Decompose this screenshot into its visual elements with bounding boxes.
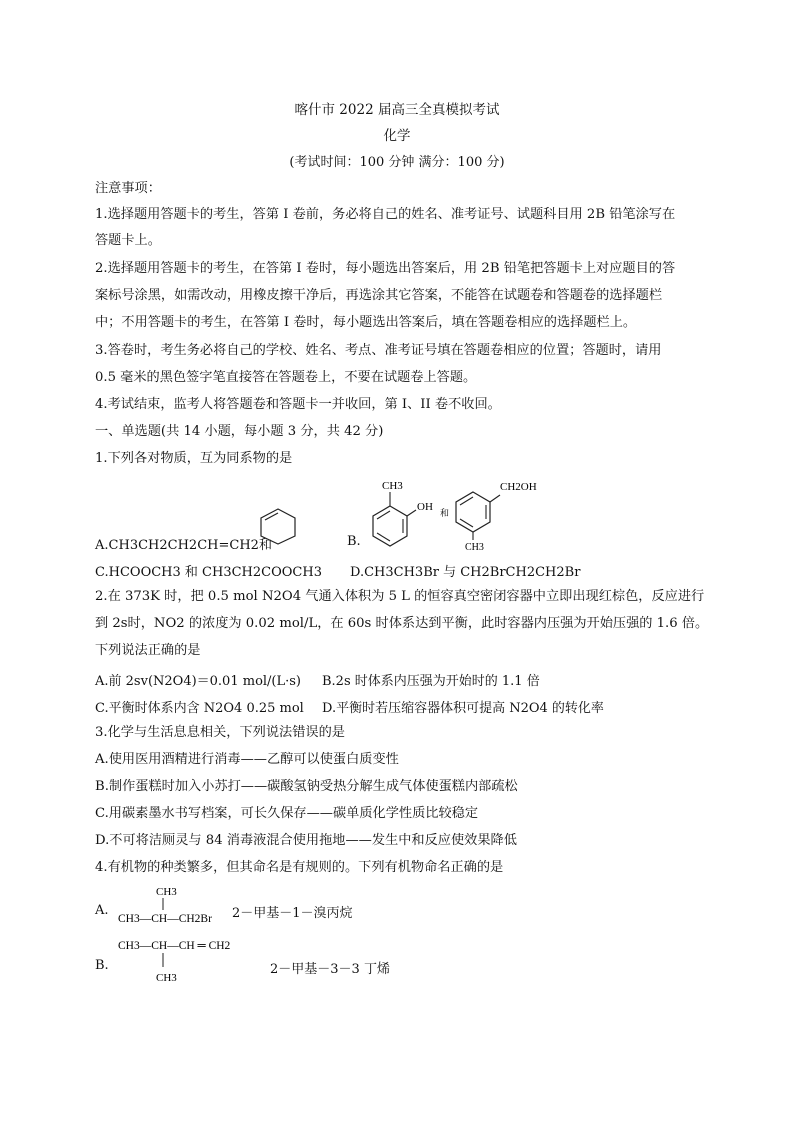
question-2-line-2: 到 2s时，NO2 的浓度为 0.02 mol/L，在 60s 时体系达到平衡，此时容器内压强为开始压强的 1.6 倍。 [95,616,709,631]
q1-option-b-label: B. [347,534,361,549]
q2-option-b: B.2s 时体系内压强为开始时的 1.1 倍 [322,674,540,689]
benzyl-ch2oh-label: CH2OH [500,481,537,493]
question-2-line-1: 2.在 373K 时，把 0.5 mol N2O4 气通入体积为 5 L 的恒容真空密闭容器中立即出现红棕色，反应进行 [95,589,705,604]
q1-option-c-text: HCOOCH3 和 CH3CH2COOCH3 [108,565,322,580]
note-1-line-2: 答题卡上。 [95,233,161,248]
q4-option-b-label: B. [95,958,109,973]
section-heading: 一、单选题(共 14 小题，每小题 3 分，共 42 分) [95,424,384,439]
q4-b-branch-ch3: CH3 [156,972,177,984]
q3-option-b: B.制作蛋糕时加入小苏打——碳酸氢钠受热分解生成气体使蛋糕内部疏松 [95,779,518,794]
question-2-line-3: 下列说法正确的是 [95,643,201,658]
q3-option-a: A.使用医用酒精进行消毒——乙醇可以使蛋白质变性 [95,752,399,767]
q2-option-c: C.平衡时体系内含 N2O4 0.25 mol [95,701,304,716]
o-cresol-structure [373,480,433,546]
q3-option-d: D.不可将洁厕灵与 84 消毒液混合使用拖地——发生中和反应使效果降低 [95,833,517,848]
exam-subject: 化学 [383,128,411,144]
notes-heading: 注意事项： [95,181,161,196]
note-2-line-3: 中；不用答题卡的考生，在答第 I 卷时，每小题选出答案后，填在答题卷相应的选择题栏上。 [95,315,637,330]
q4-option-a-label: A. [95,903,109,918]
q1-option-a [95,534,272,553]
q4-a-main-chain: CH3—CH—CH2Br [118,913,212,925]
note-2-line-2: 案标号涂黑，如需改动，用橡皮擦干净后，再选涂其它答案，不能答在试题卷和答题卷的选择题栏 [95,288,663,303]
q1-option-a-and: 和 [258,538,272,553]
q1-option-d [350,561,580,580]
q1-option-d-label: D. [350,565,365,580]
note-4: 4.考试结束，监考人将答题卷和答题卡一并收回，第 I、II 卷不收回。 [95,397,501,412]
q4-b-main-chain: CH3—CH—CH ═ CH2 [118,940,231,952]
o-cresol-oh-label: OH [417,501,433,513]
q4-option-b-name: 2－甲基－3－3 丁烯 [270,962,390,977]
exam-title: 喀什市 2022 届高三全真模拟考试 [294,102,500,118]
q4-a-branch-ch3: CH3 [156,886,177,898]
o-cresol-ch3-label: CH3 [382,480,403,492]
question-4-stem: 4.有机物的种类繁多，但其命名是有规则的。下列有机物命名正确的是 [95,860,504,875]
q3-option-c: C.用碳素墨水书写档案，可长久保存——碳单质化学性质比较稳定 [95,806,479,821]
note-3-line-1: 3.答卷时，考生务必将自己的学校、姓名、考点、准考证号填在答题卷相应的位置；答题时，请用 [95,343,662,358]
benzyl-ch3-label: CH3 [465,542,484,553]
q4-option-a-name: 2－甲基－1－溴丙烷 [232,906,353,921]
q4-option-b-structure [118,934,268,988]
q2-option-a: A.前 2sv(N2O4)＝0.01 mol/(L·s) [95,674,302,689]
question-1-stem: 1.下列各对物质，互为同系物的是 [95,451,293,466]
q1-option-c-label: C. [95,565,109,580]
exam-info: (考试时间：100 分钟 满分：100 分) [289,155,505,170]
cyclohexene-structure [255,506,301,546]
note-1-line-1: 1.选择题用答题卡的考生，答第 I 卷前，务必将自己的姓名、准考证号、试题科目用 2B 铅笔涂写在 [95,207,676,222]
q1-option-d-text: CH3CH3Br 与 CH2BrCH2CH2Br [364,565,581,580]
question-3-stem: 3.化学与生活息息相关，下列说法错误的是 [95,725,345,740]
note-2-line-1: 2.选择题用答题卡的考生，在答第 I 卷时，每小题选出答案后，用 2B 铅笔把答题卡上对应题目的答 [95,261,676,276]
q1-option-c [95,561,322,580]
q4-option-a-structure [118,884,238,930]
q2-option-d: D.平衡时若压缩容器体积可提高 N2O4 的转化率 [322,701,604,716]
methylbenzyl-alcohol-structure [456,481,537,553]
q1-option-b-structures [360,474,560,554]
note-3-line-2: 0.5 毫米的黑色签字笔直接答在答题卷上，不要在试题卷上答题。 [95,370,477,385]
q1-option-a-formula: CH3CH2CH2CH=CH2 [108,538,259,553]
q1-option-b-and: 和 [440,508,450,518]
q1-option-a-label: A. [95,538,109,553]
